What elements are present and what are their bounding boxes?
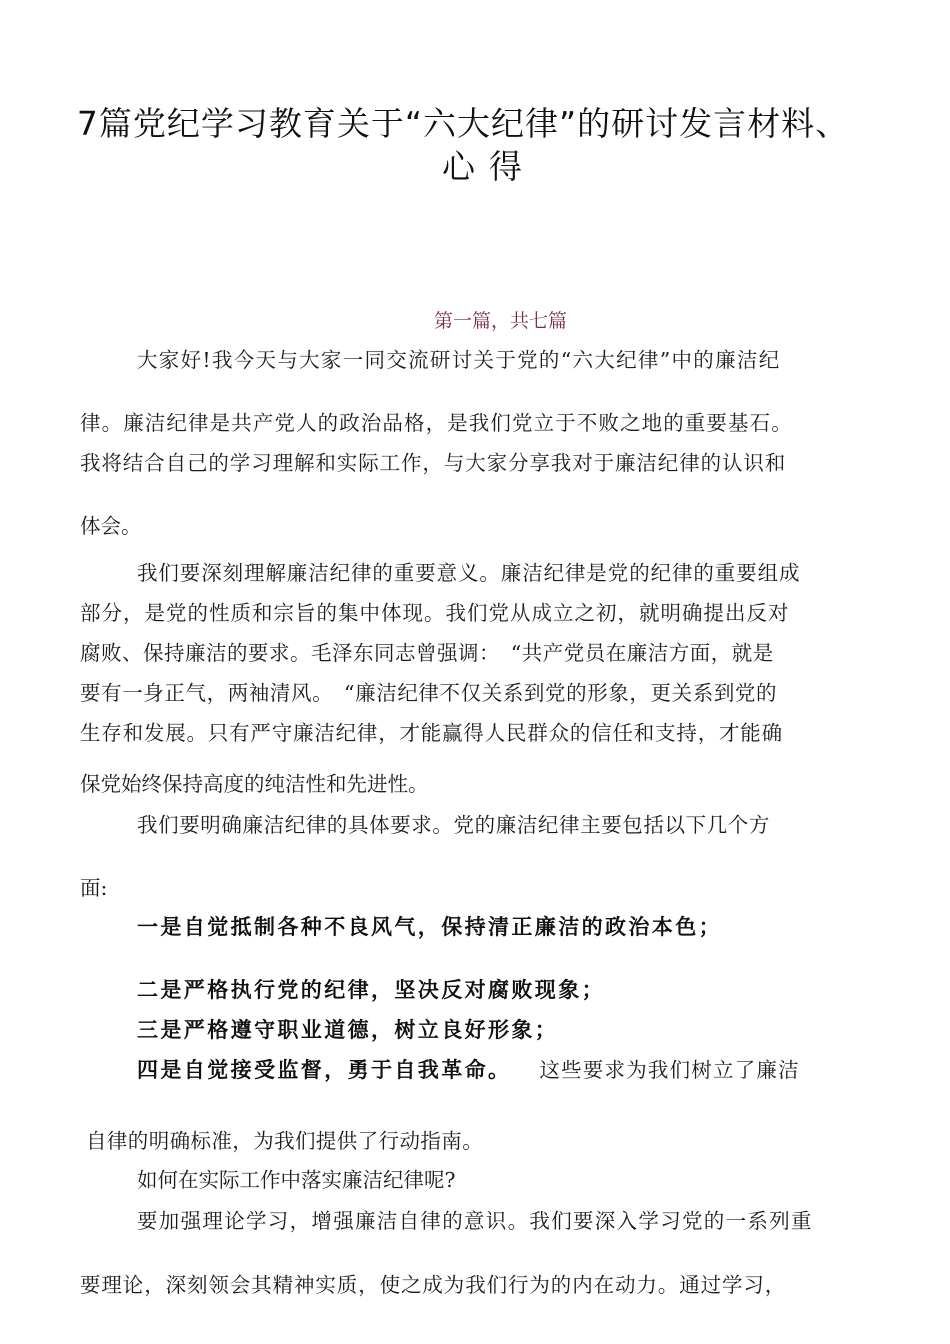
requirement-item: 四是自觉接受监督，勇于自我革命。 (137, 1057, 512, 1082)
paragraph-line: 要加强理论学习，增强廉洁自律的意识。我们要深入学习党的一系列重 (137, 1209, 813, 1233)
paragraph-line: 体会。 (80, 514, 142, 538)
paragraph-line: 要理论，深刻领会其精神实质，使之成为我们行为的内在动力。通过学习， (80, 1273, 787, 1297)
requirement-item: 二是严格执行党的纪律，坚决反对腐败现象； (137, 977, 605, 1002)
paragraph-line: 我将结合自己的学习理解和实际工作，与大家分享我对于廉洁纪律的认识和 (80, 451, 787, 475)
document-title-line-2: 心得 (442, 147, 536, 186)
paragraph-line: 面: (80, 876, 108, 900)
paragraph-line: 自律的明确标准，为我们提供了行动指南。 (86, 1129, 484, 1153)
requirement-item: 三是严格遵守职业道德，树立良好形象； (137, 1017, 559, 1042)
section-label: 第一篇，共七篇 (434, 310, 568, 332)
paragraph-line: 要有一身正气，两袖清风。 “廉洁纪律不仅关系到党的形象，更关系到党的 (80, 681, 778, 705)
paragraph-line: 生存和发展。只有严守廉洁纪律，才能赢得人民群众的信任和支持，才能确 (80, 721, 783, 745)
document-title-line-1: 7篇党纪学习教育关于“六大纪律”的研讨发言材料、 (76, 104, 850, 143)
paragraph-line: 腐败、保持廉洁的要求。毛泽东同志曾强调： “共产党员在廉洁方面，就是 (80, 641, 774, 665)
requirement-line-4 (137, 1053, 800, 1084)
requirement-tail-text: 这些要求为我们树立了廉洁 (539, 1058, 800, 1082)
paragraph-line: 大家好!我今天与大家一同交流研讨关于党的“六大纪律”中的廉洁纪 (137, 348, 781, 372)
requirement-item: 一是自觉抵制各种不良风气，保持清正廉洁的政治本色； (137, 914, 722, 939)
paragraph-line: 我们要深刻理解廉洁纪律的重要意义。廉洁纪律是党的纪律的重要组成 (137, 561, 801, 585)
paragraph-line: 我们要明确廉洁纪律的具体要求。党的廉洁纪律主要包括以下几个方 (137, 813, 770, 837)
paragraph-line: 部分，是党的性质和宗旨的集中体现。我们党从成立之初，就明确提出反对 (80, 601, 790, 625)
paragraph-line: 保党始终保持高度的纯洁性和先进性。 (80, 772, 429, 796)
paragraph-line: 律。廉洁纪律是共产党人的政治品格，是我们党立于不败之地的重要基石。 (80, 411, 793, 435)
paragraph-line: 如何在实际工作中落实廉洁纪律呢? (137, 1168, 456, 1192)
